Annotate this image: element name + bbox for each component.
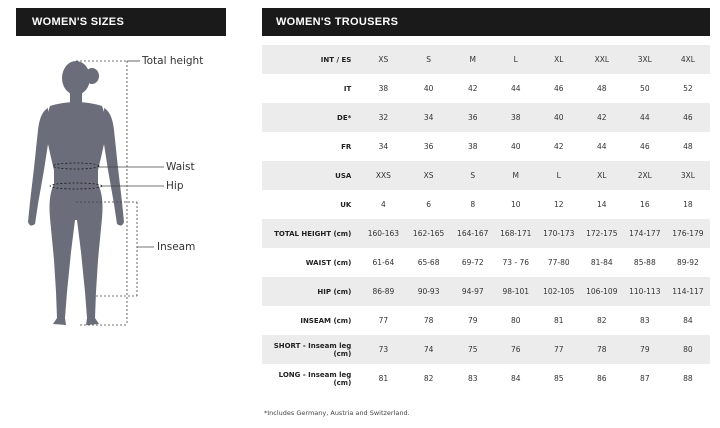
table-cell: 81 xyxy=(554,316,564,325)
table-cell: 81 xyxy=(378,374,389,383)
table-cell: S xyxy=(452,161,494,190)
table-cell: 10 xyxy=(510,200,521,209)
table-cell: 12 xyxy=(554,200,564,209)
row-header: IT xyxy=(343,84,352,93)
table-cell: M xyxy=(494,161,538,190)
inseam-label: Inseam xyxy=(157,241,196,253)
table-cell: 3XL xyxy=(666,161,710,190)
table-cell: 79 xyxy=(467,316,478,325)
table-cell: 81-84 xyxy=(590,258,613,267)
table-cell: 90-93 xyxy=(405,277,451,306)
table-cell: L xyxy=(494,45,538,74)
row-header: TOTAL HEIGHT (cm) xyxy=(262,219,361,248)
table-row xyxy=(262,74,710,103)
table-cell: 174-177 xyxy=(624,219,666,248)
womens-trousers-header xyxy=(262,8,710,36)
table-cell: 32 xyxy=(361,103,405,132)
table-cell: 44 xyxy=(624,103,666,132)
row-header: UK xyxy=(340,200,352,209)
table-cell: 85-88 xyxy=(633,258,656,267)
table-cell: S xyxy=(405,45,451,74)
table-cell: 52 xyxy=(683,84,693,93)
table-cell: 94-97 xyxy=(452,277,494,306)
row-header: SHORT - Inseam leg (cm) xyxy=(262,335,361,364)
table-cell: 42 xyxy=(467,84,478,93)
table-cell: XS xyxy=(361,45,405,74)
table-cell: 88 xyxy=(683,374,693,383)
womens-sizes-title: WOMEN'S SIZES xyxy=(32,16,125,28)
table-cell: 46 xyxy=(554,84,564,93)
womens-trousers-title: WOMEN'S TROUSERS xyxy=(276,16,399,28)
table-cell: 50 xyxy=(640,84,650,93)
table-cell: XL xyxy=(538,45,580,74)
table-row xyxy=(262,248,710,277)
table-row xyxy=(262,190,710,219)
size-table-body xyxy=(262,45,710,393)
table-row xyxy=(262,103,710,132)
table-cell: 98-101 xyxy=(494,277,538,306)
table-cell: 6 xyxy=(426,200,431,209)
table-cell: 102-105 xyxy=(538,277,580,306)
table-cell: 34 xyxy=(378,142,389,151)
table-row xyxy=(262,219,710,248)
table-cell: 80 xyxy=(666,335,710,364)
row-header: INT / ES xyxy=(262,45,361,74)
table-row xyxy=(262,132,710,161)
table-cell: XXS xyxy=(361,161,405,190)
total-height-label: Total height xyxy=(142,55,204,67)
table-cell: 76 xyxy=(494,335,538,364)
table-cell: 82 xyxy=(423,374,434,383)
table-cell: 38 xyxy=(378,84,389,93)
table-cell: 86-89 xyxy=(361,277,405,306)
table-cell: 80 xyxy=(510,316,521,325)
table-cell: 40 xyxy=(538,103,580,132)
table-cell: 40 xyxy=(510,142,521,151)
size-conversion-table xyxy=(262,45,710,393)
table-cell: 42 xyxy=(554,142,564,151)
table-cell: 8 xyxy=(470,200,476,209)
table-cell: XXL xyxy=(580,45,624,74)
table-cell: 46 xyxy=(640,142,650,151)
silhouette-illustration xyxy=(0,40,240,340)
table-cell: 46 xyxy=(666,103,710,132)
table-cell: 36 xyxy=(423,142,434,151)
table-cell: 86 xyxy=(597,374,607,383)
table-row xyxy=(262,45,710,74)
table-cell: 78 xyxy=(580,335,624,364)
table-cell: 38 xyxy=(494,103,538,132)
table-cell: 170-173 xyxy=(538,219,580,248)
table-cell: 89-92 xyxy=(676,258,699,267)
table-cell: 73 xyxy=(361,335,405,364)
table-cell: L xyxy=(538,161,580,190)
table-cell: 77 xyxy=(378,316,389,325)
table-cell: 110-113 xyxy=(624,277,666,306)
table-cell: 16 xyxy=(640,200,650,209)
body-measurement-figure xyxy=(0,40,240,340)
table-cell: 75 xyxy=(452,335,494,364)
table-cell: 168-171 xyxy=(494,219,538,248)
table-row xyxy=(262,364,710,393)
table-cell: 85 xyxy=(554,374,564,383)
table-row xyxy=(262,277,710,306)
table-cell: 83 xyxy=(467,374,478,383)
table-cell: 48 xyxy=(683,142,693,151)
table-cell: 61-64 xyxy=(372,258,395,267)
table-cell: 48 xyxy=(597,84,607,93)
table-cell: 65-68 xyxy=(417,258,440,267)
table-cell: 74 xyxy=(405,335,451,364)
table-cell: 78 xyxy=(423,316,434,325)
table-cell: 36 xyxy=(452,103,494,132)
table-cell: 162-165 xyxy=(405,219,451,248)
row-header: USA xyxy=(262,161,361,190)
table-cell: 164-167 xyxy=(452,219,494,248)
table-cell: 14 xyxy=(597,200,607,209)
table-cell: 77-80 xyxy=(547,258,570,267)
row-header: INSEAM (cm) xyxy=(300,316,352,325)
row-header: LONG - Inseam leg (cm) xyxy=(278,370,352,387)
table-cell: 106-109 xyxy=(580,277,624,306)
row-header: HIP (cm) xyxy=(262,277,361,306)
table-row xyxy=(262,335,710,364)
table-cell: XS xyxy=(405,161,451,190)
table-cell: M xyxy=(452,45,494,74)
table-cell: 172-175 xyxy=(580,219,624,248)
table-cell: 44 xyxy=(510,84,521,93)
table-cell: 40 xyxy=(423,84,434,93)
table-cell: 87 xyxy=(640,374,650,383)
table-cell: XL xyxy=(580,161,624,190)
table-cell: 114-117 xyxy=(666,277,710,306)
table-cell: 38 xyxy=(467,142,478,151)
table-cell: 3XL xyxy=(624,45,666,74)
table-cell: 2XL xyxy=(624,161,666,190)
table-cell: 176-179 xyxy=(666,219,710,248)
row-header: FR xyxy=(341,142,352,151)
table-cell: 160-163 xyxy=(361,219,405,248)
table-cell: 4 xyxy=(380,200,386,209)
table-cell: 44 xyxy=(597,142,607,151)
table-cell: 4XL xyxy=(666,45,710,74)
table-cell: 73 - 76 xyxy=(502,258,530,267)
table-cell: 84 xyxy=(510,374,521,383)
table-cell: 82 xyxy=(597,316,607,325)
waist-label: Waist xyxy=(166,161,195,173)
table-cell: 42 xyxy=(580,103,624,132)
hip-label: Hip xyxy=(166,180,184,192)
table-row xyxy=(262,161,710,190)
table-cell: 79 xyxy=(624,335,666,364)
footnote: *Includes Germany, Austria and Switzerland. xyxy=(264,409,410,417)
table-cell: 77 xyxy=(538,335,580,364)
womens-sizes-header xyxy=(16,8,226,36)
row-header: DE* xyxy=(262,103,361,132)
table-cell: 83 xyxy=(640,316,650,325)
table-row xyxy=(262,306,710,335)
table-cell: 69-72 xyxy=(461,258,484,267)
table-cell: 84 xyxy=(683,316,693,325)
table-cell: 18 xyxy=(683,200,693,209)
woman-silhouette-icon xyxy=(28,61,124,325)
row-header: WAIST (cm) xyxy=(305,258,352,267)
table-cell: 34 xyxy=(405,103,451,132)
